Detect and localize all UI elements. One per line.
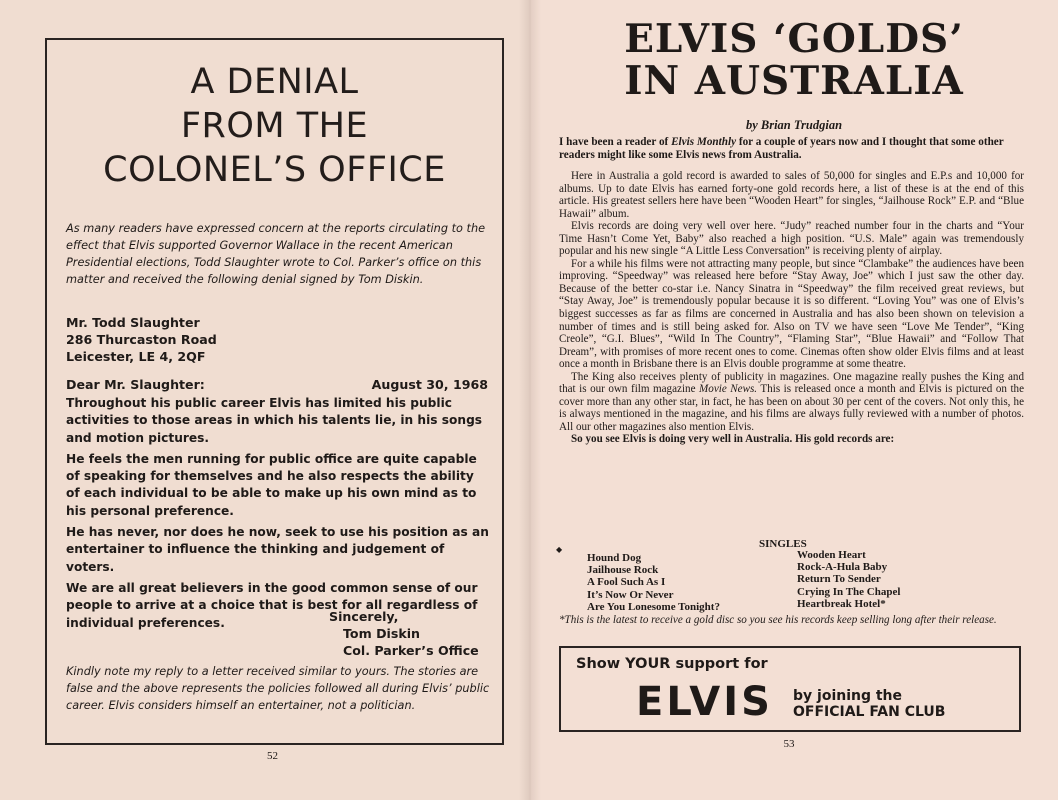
article-lead — [559, 136, 1024, 162]
single-title: Return To Sender — [797, 573, 881, 586]
denial-title-line: COLONEL’S OFFICE — [103, 150, 446, 190]
bullet-icon: ◆ — [556, 545, 563, 554]
single-title: Hound Dog — [587, 552, 642, 564]
single-title: A Fool Such As I — [587, 576, 666, 589]
p4-text: The King also receives plenty of publicity in magazines. One magazine really pushes the King and that is our own film magazine — [559, 370, 1024, 396]
address-line: Leicester, LE 4, 2QF — [66, 349, 206, 364]
single-title: It’s Now Or Never — [587, 588, 674, 601]
recipient-address — [66, 314, 366, 365]
article-paragraph: Here in Australia a gold record is awarded to sales of 50,000 for singles and E.P.s and 10,000 for albums. Up to date Elvis has earned forty-one gold records here, a list of these is at the end of this article. His greatest sellers here have been “Wooden Heart” for singles, “Jailhouse Rock” E.P. and “Blue Hawaii” album. — [559, 170, 1024, 220]
lead-magazine-title: Elvis Monthly — [671, 136, 737, 148]
single-title: Rock-A-Hula Baby — [797, 561, 888, 574]
lead-text: for a couple of years now and I thought that some other readers might like some Elvis news from Australia. — [559, 136, 1004, 161]
closing-note: Kindly note my reply to a letter received similar to yours. The stories are false and the above represents the policies followed all during Elvis’ public career. Elvis considers himself an entertainer, not a politician. — [66, 665, 490, 712]
address-line: Mr. Todd Slaughter — [66, 315, 200, 330]
letter-paragraph: He has never, nor does he now, seek to use his position as an entertainer to influence the thinking and judgement of voters. — [66, 525, 489, 574]
denial-intro: As many readers have expressed concern at the reports circulating to the effect that Elvis supported Governor Wallace in the recent American Presidential elections, Todd Slaughter wrote to Col. Parker’s office on this matter and received the following denial signed by Tom Diskin. — [66, 222, 486, 286]
single-title: Are You Lonesome Tonight? — [587, 600, 720, 613]
page-gutter — [519, 0, 541, 800]
letter-paragraph: He feels the men running for public office are quite capable of speaking for themselves and he also respects the ability of each individual to be able to make up his own mind as to his personal preference. — [66, 451, 477, 518]
article-title-line: ELVIS ‘GOLDS’ — [624, 16, 964, 62]
address-line: 286 Thurcaston Road — [66, 332, 217, 347]
signoff-line: Sincerely, — [329, 609, 399, 624]
single-title: Heartbreak Hotel* — [797, 597, 886, 610]
single-title: Jailhouse Rock — [587, 564, 659, 577]
fan-club-join-line: by joining the — [793, 688, 903, 704]
fan-club-join-line: OFFICIAL FAN CLUB — [793, 704, 946, 720]
right-page — [529, 0, 1058, 800]
denial-title-line: A DENIAL — [190, 62, 359, 102]
lead-text: I have been a reader of — [559, 136, 672, 148]
letter-paragraph: We are all great believers in the good common sense of our people to arrive at a choice that is best for all regardless of individual preferences. — [66, 580, 478, 630]
page-number-left: 52 — [267, 750, 278, 762]
p4-magazine-title: Movie News. — [699, 383, 758, 396]
letter-signoff — [329, 608, 499, 659]
fan-club-join — [793, 688, 945, 720]
footnote: *This is the latest to receive a gold disc so you see his records keep selling long after their release. — [559, 614, 997, 626]
denial-title-line: FROM THE — [180, 106, 369, 146]
denial-title — [47, 60, 502, 192]
fan-club-ad — [559, 646, 1021, 732]
signoff-line: Col. Parker’s Office — [343, 643, 479, 658]
single-title: Crying In The Chapel — [797, 585, 901, 598]
signoff-line: Tom Diskin — [343, 626, 421, 641]
salutation-row — [66, 376, 488, 394]
p4-text: This is released once a month and Elvis is pictured on the cover more than any other star, in fact, he has been on about 30 per cent of the covers. Not only this, he is always mentioned in the magazine, and his films are always fully reviewed with a number of photos. All our other magazines also mention Elvis. — [559, 383, 1024, 433]
fan-club-top-line: Show YOUR support for — [576, 656, 768, 672]
article-closing: So you see Elvis is doing very well in Australia. His gold records are: — [571, 433, 895, 446]
letter-date: August 30, 1968 — [371, 377, 488, 392]
single-title: Wooden Heart — [797, 549, 866, 561]
byline: by Brian Trudgian — [745, 118, 843, 132]
denial-box — [45, 38, 504, 745]
singles-heading: SINGLES — [759, 538, 807, 550]
article-title — [559, 18, 1029, 102]
singles-list-right — [797, 549, 997, 610]
article-paragraph — [559, 371, 1024, 434]
letter-body — [66, 395, 489, 636]
article-paragraph: For a while his films were not attracting many people, but since “Clambake” the audiences have been improving. “Speedway” was released here before “Stay Away, Joe” which I just saw the other day. Because of the better co-star i.e. Nancy Sinatra in “Speedway” the film received great reviews, but “Stay Away, Joe” is tremendously popular because it is so different. “Loving You” was one of Elvis’s biggest successes as far as films are concerned in Australia and has also been shown on television a number of times and is still being asked for. Also on TV we have seen “Love Me Tender”, “King Creole”, “G.I. Blues”, “Wild In The Country”, “Flaming Star”, “Blue Hawaii” and “Follow That Dream”, with promises of more recent ones to come. Cinemas often show older Elvis films and at least once a month in Brisbane there is an Elvis double programme at some theatre. — [559, 257, 1024, 371]
singles-list-left — [587, 552, 787, 613]
article-body — [559, 170, 1024, 446]
article-title-line: IN AUSTRALIA — [624, 58, 964, 104]
fan-club-elvis: ELVIS — [636, 679, 773, 725]
page-number-right: 53 — [783, 738, 795, 750]
letter-paragraph: Throughout his public career Elvis has limited his public activities to those areas in which his talents lie, in his songs and motion pictures. — [66, 396, 483, 445]
article-paragraph: Elvis records are doing very well over here. “Judy” reached number four in the charts and “Your Time Hasn’t Come Yet, Baby” also reached a high position. “U.S. Male” again was tremendously popular and his new single “A Little Less Conversation” is receiving plenty of airplay. — [559, 220, 1024, 258]
salutation: Dear Mr. Slaughter: — [66, 377, 205, 392]
